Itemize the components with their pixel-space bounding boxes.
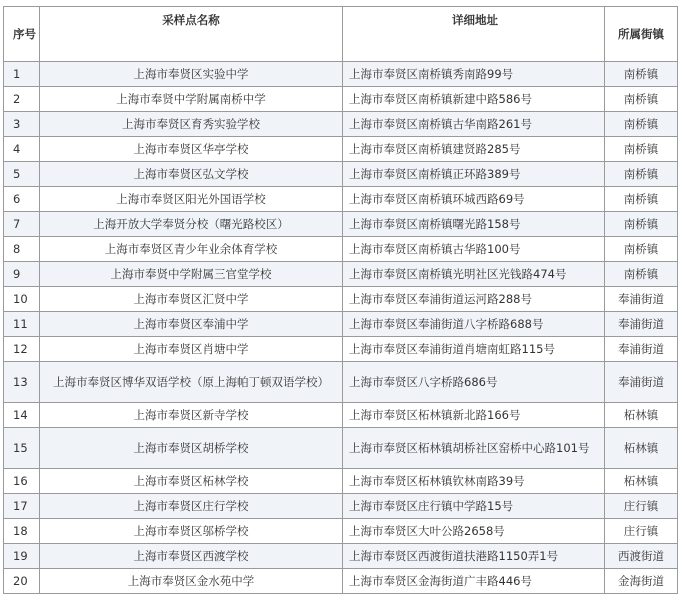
table-row — [4, 403, 678, 428]
table-header — [4, 7, 678, 62]
cell-serial-number: 3 — [4, 112, 40, 137]
cell-site-name: 上海市奉贤区胡桥学校 — [40, 428, 343, 469]
cell-site-name: 上海市奉贤区实验中学 — [40, 62, 343, 87]
table-row — [4, 112, 678, 137]
cell-site-name: 上海市奉贤区柘林学校 — [40, 469, 343, 494]
cell-address: 上海市奉贤区八字桥路686号 — [343, 362, 605, 403]
cell-town: 南桥镇 — [605, 137, 678, 162]
table-row — [4, 469, 678, 494]
table-row — [4, 262, 678, 287]
cell-address: 上海市奉贤区南桥镇曙光路158号 — [343, 212, 605, 237]
cell-town: 南桥镇 — [605, 212, 678, 237]
cell-town: 柘林镇 — [605, 428, 678, 469]
cell-address: 上海市奉贤区柘林镇胡桥社区窑桥中心路101号 — [343, 428, 605, 469]
cell-serial-number: 4 — [4, 137, 40, 162]
cell-town: 西渡街道 — [605, 544, 678, 569]
header-site-name: 采样点名称 — [40, 7, 343, 62]
cell-town: 南桥镇 — [605, 62, 678, 87]
cell-serial-number: 13 — [4, 362, 40, 403]
sampling-points-table — [3, 6, 678, 594]
cell-serial-number: 5 — [4, 162, 40, 187]
cell-town: 奉浦街道 — [605, 362, 678, 403]
cell-serial-number: 19 — [4, 544, 40, 569]
cell-site-name: 上海市奉贤区阳光外国语学校 — [40, 187, 343, 212]
table-row — [4, 287, 678, 312]
cell-town: 南桥镇 — [605, 187, 678, 212]
table-row — [4, 162, 678, 187]
cell-town: 南桥镇 — [605, 262, 678, 287]
table-row — [4, 494, 678, 519]
table-row — [4, 87, 678, 112]
cell-site-name: 上海开放大学奉贤分校（曙光路校区） — [40, 212, 343, 237]
cell-address: 上海市奉贤区金海街道广丰路446号 — [343, 569, 605, 594]
cell-address: 上海市奉贤区南桥镇正环路389号 — [343, 162, 605, 187]
table-row — [4, 337, 678, 362]
cell-town: 庄行镇 — [605, 494, 678, 519]
cell-site-name: 上海市奉贤区金水苑中学 — [40, 569, 343, 594]
table-body — [4, 62, 678, 594]
table-row — [4, 312, 678, 337]
header-town: 所属街镇 — [605, 7, 678, 62]
cell-serial-number: 14 — [4, 403, 40, 428]
table-row — [4, 187, 678, 212]
cell-address: 上海市奉贤区柘林镇钦林南路39号 — [343, 469, 605, 494]
cell-town: 金海街道 — [605, 569, 678, 594]
cell-serial-number: 16 — [4, 469, 40, 494]
cell-address: 上海市奉贤区南桥镇建贤路285号 — [343, 137, 605, 162]
table-row — [4, 62, 678, 87]
cell-serial-number: 8 — [4, 237, 40, 262]
table-row — [4, 362, 678, 403]
cell-address: 上海市奉贤区南桥镇古华路100号 — [343, 237, 605, 262]
cell-town: 南桥镇 — [605, 87, 678, 112]
cell-address: 上海市奉贤区南桥镇秀南路99号 — [343, 62, 605, 87]
cell-town: 奉浦街道 — [605, 287, 678, 312]
cell-serial-number: 7 — [4, 212, 40, 237]
table-row — [4, 428, 678, 469]
cell-town: 庄行镇 — [605, 519, 678, 544]
cell-serial-number: 17 — [4, 494, 40, 519]
table-row — [4, 519, 678, 544]
cell-town: 南桥镇 — [605, 162, 678, 187]
cell-address: 上海市奉贤区南桥镇光明社区光钱路474号 — [343, 262, 605, 287]
cell-serial-number: 1 — [4, 62, 40, 87]
table-row — [4, 237, 678, 262]
header-row — [4, 7, 678, 62]
cell-site-name: 上海市奉贤中学附属三官堂学校 — [40, 262, 343, 287]
cell-address: 上海市奉贤区大叶公路2658号 — [343, 519, 605, 544]
cell-address: 上海市奉贤区奉浦街道肖塘南虹路115号 — [343, 337, 605, 362]
cell-town: 柘林镇 — [605, 469, 678, 494]
cell-town: 奉浦街道 — [605, 312, 678, 337]
cell-site-name: 上海市奉贤区西渡学校 — [40, 544, 343, 569]
cell-serial-number: 2 — [4, 87, 40, 112]
cell-site-name: 上海市奉贤区庄行学校 — [40, 494, 343, 519]
header-address: 详细地址 — [343, 7, 605, 62]
cell-site-name: 上海市奉贤区奉浦中学 — [40, 312, 343, 337]
cell-site-name: 上海市奉贤区邬桥学校 — [40, 519, 343, 544]
cell-serial-number: 12 — [4, 337, 40, 362]
cell-serial-number: 6 — [4, 187, 40, 212]
cell-address: 上海市奉贤区柘林镇新北路166号 — [343, 403, 605, 428]
cell-site-name: 上海市奉贤区华亭学校 — [40, 137, 343, 162]
cell-address: 上海市奉贤区南桥镇新建中路586号 — [343, 87, 605, 112]
cell-site-name: 上海市奉贤区肖塘中学 — [40, 337, 343, 362]
cell-town: 南桥镇 — [605, 237, 678, 262]
cell-town: 南桥镇 — [605, 112, 678, 137]
cell-site-name: 上海市奉贤区育秀实验学校 — [40, 112, 343, 137]
cell-site-name: 上海市奉贤中学附属南桥中学 — [40, 87, 343, 112]
cell-serial-number: 11 — [4, 312, 40, 337]
table-row — [4, 544, 678, 569]
cell-serial-number: 15 — [4, 428, 40, 469]
table-container — [3, 6, 677, 594]
table-row — [4, 212, 678, 237]
header-serial-number: 序号 — [4, 7, 40, 62]
table-row — [4, 569, 678, 594]
cell-serial-number: 18 — [4, 519, 40, 544]
cell-serial-number: 9 — [4, 262, 40, 287]
cell-address: 上海市奉贤区奉浦街道运河路288号 — [343, 287, 605, 312]
cell-site-name: 上海市奉贤区新寺学校 — [40, 403, 343, 428]
cell-site-name: 上海市奉贤区博华双语学校（原上海帕丁顿双语学校） — [40, 362, 343, 403]
cell-address: 上海市奉贤区南桥镇环城西路69号 — [343, 187, 605, 212]
cell-address: 上海市奉贤区南桥镇古华南路261号 — [343, 112, 605, 137]
cell-town: 柘林镇 — [605, 403, 678, 428]
cell-address: 上海市奉贤区西渡街道扶港路1150弄1号 — [343, 544, 605, 569]
table-row — [4, 137, 678, 162]
cell-address: 上海市奉贤区庄行镇中学路15号 — [343, 494, 605, 519]
cell-town: 奉浦街道 — [605, 337, 678, 362]
cell-address: 上海市奉贤区奉浦街道八字桥路688号 — [343, 312, 605, 337]
cell-site-name: 上海市奉贤区弘文学校 — [40, 162, 343, 187]
cell-serial-number: 20 — [4, 569, 40, 594]
cell-site-name: 上海市奉贤区汇贤中学 — [40, 287, 343, 312]
cell-site-name: 上海市奉贤区青少年业余体育学校 — [40, 237, 343, 262]
cell-serial-number: 10 — [4, 287, 40, 312]
